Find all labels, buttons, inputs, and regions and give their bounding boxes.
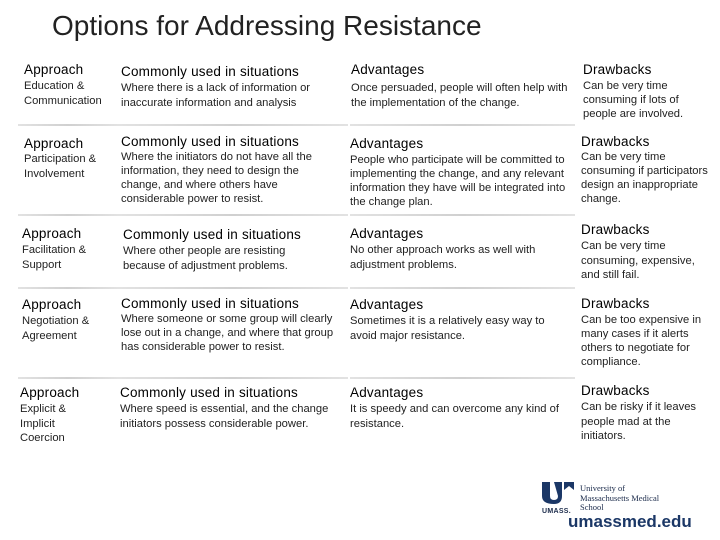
logo-institution-name: University of Massachusetts Medical School: [580, 483, 660, 512]
row-divider: [18, 287, 118, 289]
row-divider: [350, 287, 575, 289]
situations-text: Where the initiators do not have all the information, they need to design the change, and where others have considerable power to resist.: [121, 151, 312, 205]
drawbacks-header: Drawbacks: [581, 222, 650, 237]
approach-name: Education & Communication: [24, 80, 102, 107]
situations-text: Where speed is essential, and the change initiators possess considerable power.: [120, 403, 329, 430]
situations-text: Where there is a lack of information or inaccurate information and analysis: [121, 82, 311, 109]
drawbacks-text: Can be very time consuming if participators design an inappropriate change.: [581, 151, 708, 205]
approach-name: Negotiation & Agreement: [22, 315, 90, 342]
advantages-text: Sometimes it is a relatively easy way to avoid major resistance.: [350, 315, 545, 342]
advantages-header: Advantages: [350, 297, 424, 312]
table-row: [0, 297, 720, 385]
situations-header: Commonly used in situations: [121, 134, 299, 149]
situations-header: Commonly used in situations: [121, 64, 299, 79]
advantages-header: Advantages: [350, 385, 424, 400]
row-divider: [118, 124, 348, 126]
approach-header: Approach: [22, 226, 82, 241]
advantages-text: Once persuaded, people will often help with the implementation of the change.: [351, 82, 568, 109]
advantages-text: People who participate will be committed to implementing the change, and any relevant information they have will be integrated into the change plan.: [350, 154, 566, 208]
row-divider: [118, 287, 348, 289]
approach-name: Explicit & Implicit Coercion: [20, 403, 67, 444]
row-divider: [350, 377, 575, 379]
logo-url: umassmed.edu: [568, 512, 692, 531]
row-divider: [118, 377, 348, 379]
drawbacks-text: Can be very time consuming if lots of people are involved.: [583, 80, 684, 120]
drawbacks-text: Can be risky if it leaves people mad at the initiators.: [581, 401, 697, 442]
situations-text: Where someone or some group will clearly lose out in a change, and where that group has considerable power to resist.: [121, 313, 334, 353]
drawbacks-header: Drawbacks: [581, 383, 650, 398]
approach-header: Approach: [24, 136, 84, 151]
row-divider: [18, 377, 118, 379]
situations-header: Commonly used in situations: [123, 227, 301, 242]
row-divider: [18, 214, 118, 216]
row-divider: [350, 214, 575, 216]
advantages-text: No other approach works as well with adjustment problems.: [350, 244, 536, 271]
logo-mark-text: UMASS.: [542, 508, 572, 515]
advantages-header: Advantages: [350, 226, 424, 241]
approach-name: Participation & Involvement: [24, 153, 97, 180]
approach-header: Approach: [20, 385, 80, 400]
situations-header: Commonly used in situations: [120, 385, 298, 400]
drawbacks-text: Can be too expensive in many cases if it alerts others to negotiate for compliance.: [581, 314, 702, 368]
umass-mark-icon: [540, 480, 576, 506]
advantages-text: It is speedy and can overcome any kind of resistance.: [350, 403, 559, 430]
advantages-header: Advantages: [350, 136, 424, 151]
drawbacks-text: Can be very time consuming, expensive, and still fail.: [581, 240, 695, 281]
slide-title: Options for Addressing Resistance: [52, 10, 482, 41]
drawbacks-header: Drawbacks: [581, 296, 650, 311]
approach-header: Approach: [22, 297, 82, 312]
row-divider: [118, 214, 348, 216]
table-row: [0, 134, 720, 222]
situations-header: Commonly used in situations: [121, 296, 299, 311]
row-divider: [350, 124, 575, 126]
situations-text: Where other people are resisting because of adjustment problems.: [123, 245, 288, 272]
umass-medical-logo: [540, 470, 712, 534]
drawbacks-header: Drawbacks: [581, 134, 650, 149]
drawbacks-header: Drawbacks: [583, 62, 652, 77]
advantages-header: Advantages: [351, 62, 425, 77]
approach-name: Facilitation & Support: [22, 244, 87, 271]
table-row: [0, 385, 720, 473]
approach-header: Approach: [24, 62, 84, 77]
row-divider: [18, 124, 118, 126]
